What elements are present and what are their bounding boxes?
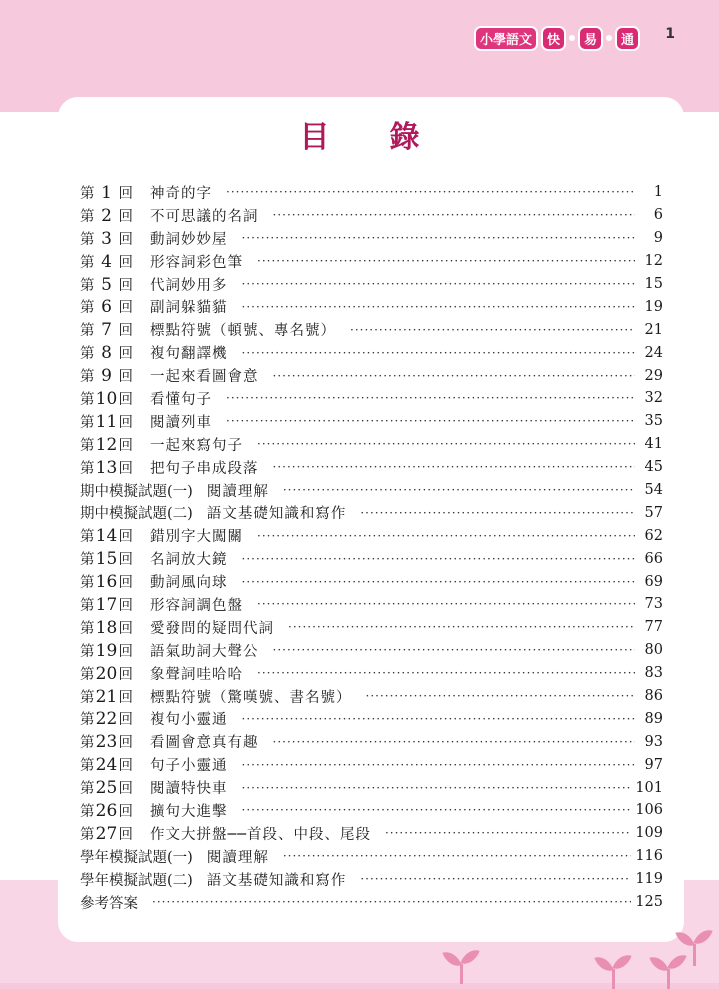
lesson-suffix: 回: [118, 529, 133, 546]
entry-page-number: 69: [644, 573, 663, 590]
lesson-number: [80, 457, 150, 478]
logo-dot: [606, 35, 612, 41]
lesson-suffix: 回: [118, 460, 133, 477]
dot-leader: [226, 414, 635, 428]
dot-leader: [257, 597, 635, 611]
entry-page-number: 21: [644, 321, 663, 338]
entry-title: 動詞風向球: [150, 575, 228, 592]
lesson-number: [80, 731, 150, 752]
lesson-suffix: 回: [118, 437, 133, 454]
entry-title: 看懂句子: [150, 391, 212, 408]
entry-page-number: 57: [644, 504, 663, 521]
entry-title: 句子小靈通: [150, 758, 228, 775]
lesson-suffix: 回: [118, 323, 133, 340]
toc-entry: [80, 204, 663, 227]
entry-page-number: 62: [644, 527, 663, 544]
lesson-suffix: 回: [118, 758, 133, 775]
entry-page-number: 29: [644, 367, 663, 384]
entry-page-number: 32: [644, 390, 663, 407]
entry-page-number: 119: [635, 871, 663, 888]
lesson-prefix: 第: [80, 323, 95, 340]
dot-leader: [152, 895, 631, 909]
entry-page-number: 93: [644, 733, 663, 750]
lesson-number: [80, 777, 150, 798]
toc-entry: [80, 730, 663, 753]
lesson-prefix: 第: [80, 437, 95, 454]
lesson-digit: 25: [95, 778, 118, 799]
dot-leader: [242, 803, 632, 817]
toc-entry: [80, 387, 663, 410]
lesson-suffix: 回: [118, 300, 133, 317]
entry-title: 名詞放大鏡: [150, 552, 228, 569]
entry-page-number: 19: [644, 298, 663, 315]
lesson-number: [80, 251, 150, 272]
toc-entry: [80, 799, 663, 822]
toc-entry: [80, 868, 663, 891]
lesson-prefix: 第: [80, 277, 95, 294]
section-name: 學年模擬試題(一): [80, 849, 193, 866]
lesson-number: [80, 548, 150, 569]
toc-entry: [80, 479, 663, 502]
lesson-prefix: 第: [80, 575, 95, 592]
logo-part-2: 快: [541, 26, 566, 51]
entry-title: 標點符號（頓號、專名號）: [150, 323, 336, 340]
toc-entry: [80, 891, 663, 914]
lesson-number: [80, 319, 150, 340]
dot-leader: [273, 735, 636, 749]
dot-leader: [242, 231, 636, 245]
entry-page-number: 73: [644, 596, 663, 613]
toc-entry: [80, 685, 663, 708]
lesson-digit: 4: [101, 251, 112, 272]
lesson-prefix: 第: [80, 300, 95, 317]
lesson-number: [80, 686, 150, 707]
dot-leader: [273, 208, 636, 222]
lesson-prefix: 第: [80, 689, 95, 706]
lesson-prefix: 第: [80, 529, 95, 546]
entry-title: 動詞妙妙屋: [150, 231, 228, 248]
toc-entry: [80, 273, 663, 296]
lesson-digit: 2: [101, 205, 112, 226]
entry-title: 神奇的字: [150, 185, 212, 202]
entry-page-number: 101: [635, 779, 663, 796]
lesson-number: [80, 869, 207, 890]
lesson-number: [80, 525, 150, 546]
dot-leader: [273, 643, 636, 657]
entry-page-number: 80: [644, 642, 663, 659]
entry-page-number: 77: [644, 619, 663, 636]
toc-entry: [80, 227, 663, 250]
entry-page-number: 66: [644, 550, 663, 567]
toc-entry: [80, 181, 663, 204]
lesson-number: [80, 823, 150, 844]
lesson-digit: 19: [95, 640, 118, 661]
toc-entry: [80, 524, 663, 547]
entry-page-number: 41: [644, 436, 663, 453]
toc-entry: [80, 776, 663, 799]
entry-title: 語文基礎知識和寫作: [206, 506, 347, 523]
lesson-suffix: 回: [118, 666, 133, 683]
dot-leader: [366, 689, 636, 703]
dot-leader: [257, 529, 635, 543]
entry-title: 愛發問的疑問代詞: [150, 620, 274, 637]
lesson-prefix: 第: [80, 758, 95, 775]
lesson-suffix: 回: [118, 712, 133, 729]
dot-leader: [242, 712, 636, 726]
lesson-number: [80, 182, 150, 203]
entry-title: 複句翻譯機: [150, 346, 228, 363]
toc-entry: [80, 547, 663, 570]
dot-leader: [273, 369, 636, 383]
entry-title: 把句子串成段落: [150, 460, 259, 477]
lesson-prefix: 第: [80, 185, 95, 202]
lesson-prefix: 第: [80, 369, 95, 386]
lesson-number: [80, 892, 152, 913]
lesson-number: [80, 846, 207, 867]
lesson-suffix: 回: [118, 620, 133, 637]
entry-title: 閱讀列車: [150, 414, 212, 431]
lesson-digit: 21: [95, 686, 118, 707]
toc-entry: [80, 616, 663, 639]
toc-entry: [80, 295, 663, 318]
lesson-number: [80, 754, 150, 775]
entry-title: 擴句大進擊: [150, 803, 228, 820]
lesson-digit: 7: [101, 320, 112, 341]
page-number: 1: [665, 26, 675, 42]
logo-part-4: 通: [615, 26, 640, 51]
lesson-digit: 12: [95, 434, 118, 455]
lesson-digit: 17: [95, 594, 118, 615]
lesson-number: [80, 502, 207, 523]
section-name: 期中模擬試題(二): [80, 506, 193, 523]
dot-leader: [226, 391, 635, 405]
dot-leader: [283, 483, 635, 497]
lesson-suffix: 回: [118, 414, 133, 431]
lesson-suffix: 回: [118, 826, 133, 843]
lesson-prefix: 第: [80, 735, 95, 752]
lesson-prefix: 第: [80, 552, 95, 569]
toc-entry: [80, 341, 663, 364]
entry-page-number: 54: [644, 482, 663, 499]
lesson-digit: 11: [95, 411, 118, 432]
lesson-prefix: 第: [80, 414, 95, 431]
lesson-digit: 6: [101, 297, 112, 318]
entry-page-number: 125: [635, 894, 663, 911]
lesson-digit: 24: [95, 755, 118, 776]
lesson-prefix: 第: [80, 666, 95, 683]
dot-leader: [242, 575, 636, 589]
dot-leader: [242, 300, 636, 314]
lesson-digit: 15: [95, 549, 118, 570]
series-logo: [474, 27, 665, 49]
entry-title: 複句小靈通: [150, 712, 228, 729]
lesson-prefix: 第: [80, 803, 95, 820]
section-name: 學年模擬試題(二): [80, 872, 193, 889]
toc-entry: [80, 250, 663, 273]
lesson-number: [80, 228, 150, 249]
toc-entry: [80, 318, 663, 341]
toc-entry: [80, 456, 663, 479]
entry-page-number: 9: [653, 230, 663, 247]
entry-page-number: 12: [644, 253, 663, 270]
lesson-digit: 8: [101, 343, 112, 364]
toc-entry: [80, 501, 663, 524]
entry-page-number: 89: [644, 710, 663, 727]
entry-title: 錯別字大闖關: [150, 529, 243, 546]
dot-leader: [360, 506, 635, 520]
lesson-number: [80, 571, 150, 592]
dot-leader: [242, 552, 636, 566]
lesson-suffix: 回: [118, 391, 133, 408]
dot-leader: [257, 666, 635, 680]
lesson-digit: 26: [95, 800, 118, 821]
entry-title: 看圖會意真有趣: [150, 735, 259, 752]
lesson-suffix: 回: [118, 643, 133, 660]
toc-entry: [80, 662, 663, 685]
lesson-prefix: 第: [80, 643, 95, 660]
lesson-suffix: 回: [118, 369, 133, 386]
lesson-number: [80, 365, 150, 386]
entry-title: 一起來寫句子: [150, 437, 243, 454]
entry-title: 象聲詞哇哈哈: [150, 666, 243, 683]
dot-leader: [242, 346, 636, 360]
lesson-number: [80, 708, 150, 729]
entry-title: 閱讀理解: [206, 483, 269, 500]
entry-title: 形容詞調色盤: [150, 597, 243, 614]
entry-page-number: 45: [644, 459, 663, 476]
dot-leader: [360, 872, 631, 886]
entry-page-number: 35: [644, 413, 663, 430]
entry-title: 語氣助詞大聲公: [150, 643, 259, 660]
lesson-number: [80, 617, 150, 638]
lesson-digit: 5: [101, 274, 112, 295]
entry-title: 代詞妙用多: [150, 277, 228, 294]
lesson-suffix: 回: [118, 277, 133, 294]
toc-entry: [80, 570, 663, 593]
lesson-digit: 1: [101, 182, 112, 203]
entry-page-number: 109: [635, 825, 663, 842]
entry-title: 語文基礎知識和寫作: [206, 872, 347, 889]
dot-leader: [242, 781, 632, 795]
lesson-digit: 13: [95, 457, 118, 478]
section-name: 參考答案: [80, 895, 138, 912]
entry-title: 副詞躲貓貓: [150, 300, 228, 317]
entry-title: 作文大拼盤──首段、中段、尾段: [150, 826, 371, 843]
dot-leader: [273, 460, 636, 474]
entry-title: 一起來看圖會意: [150, 369, 259, 386]
lesson-suffix: 回: [118, 575, 133, 592]
lesson-digit: 14: [95, 526, 118, 547]
toc-entry: [80, 364, 663, 387]
lesson-digit: 9: [101, 366, 112, 387]
lesson-digit: 27: [95, 823, 118, 844]
entry-page-number: 86: [644, 688, 663, 705]
lesson-prefix: 第: [80, 346, 95, 363]
entry-page-number: 15: [644, 276, 663, 292]
lesson-suffix: 回: [118, 689, 133, 706]
lesson-suffix: 回: [118, 231, 133, 248]
toc-entry: [80, 753, 663, 776]
entry-title: 不可思議的名詞: [150, 208, 259, 225]
table-of-contents: [80, 181, 663, 914]
entry-page-number: 97: [644, 756, 663, 773]
entry-page-number: 116: [635, 848, 663, 865]
lesson-number: [80, 274, 150, 295]
toc-entry: [80, 639, 663, 662]
page-title: 目錄: [299, 120, 480, 155]
lesson-prefix: 第: [80, 620, 95, 637]
lesson-digit: 16: [95, 572, 118, 593]
lesson-suffix: 回: [118, 208, 133, 225]
lesson-suffix: 回: [118, 346, 133, 363]
entry-page-number: 24: [644, 344, 663, 361]
toc-entry: [80, 410, 663, 433]
lesson-suffix: 回: [118, 803, 133, 820]
lesson-number: [80, 594, 150, 615]
lesson-number: [80, 411, 150, 432]
lesson-suffix: 回: [118, 552, 133, 569]
lesson-number: [80, 800, 150, 821]
lesson-number: [80, 663, 150, 684]
lesson-number: [80, 388, 150, 409]
lesson-digit: 22: [95, 709, 118, 730]
section-name: 期中模擬試題(一): [80, 483, 193, 500]
dot-leader: [257, 254, 635, 268]
entry-title: 閱讀特快車: [150, 781, 228, 798]
entry-page-number: 106: [635, 802, 663, 819]
dot-leader: [288, 620, 635, 634]
dot-leader: [242, 758, 636, 772]
toc-entry: [80, 845, 663, 868]
lesson-suffix: 回: [118, 781, 133, 798]
toc-entry: [80, 593, 663, 616]
lesson-suffix: 回: [118, 597, 133, 614]
logo-part-1: 小學語文: [474, 26, 538, 51]
dot-leader: [385, 826, 631, 840]
toc-entry: [80, 822, 663, 845]
lesson-prefix: 第: [80, 391, 95, 408]
lesson-number: [80, 205, 150, 226]
lesson-digit: 18: [95, 617, 118, 638]
entry-page-number: 1: [653, 184, 663, 201]
lesson-suffix: 回: [118, 254, 133, 271]
lesson-digit: 20: [95, 663, 118, 684]
lesson-prefix: 第: [80, 231, 95, 248]
lesson-suffix: 回: [118, 185, 133, 202]
dot-leader: [283, 849, 631, 863]
lesson-prefix: 第: [80, 712, 95, 729]
entry-title: 形容詞彩色筆: [150, 254, 243, 271]
dot-leader: [226, 185, 635, 199]
logo-dot: [569, 35, 575, 41]
logo-part-3: 易: [578, 26, 603, 51]
lesson-prefix: 第: [80, 597, 95, 614]
dot-leader: [350, 323, 635, 337]
lesson-prefix: 第: [80, 781, 95, 798]
entry-page-number: 6: [653, 207, 663, 224]
entry-title: 標點符號（驚嘆號、書名號）: [150, 689, 352, 706]
lesson-suffix: 回: [118, 735, 133, 752]
entry-title: 閱讀理解: [206, 849, 269, 866]
lesson-prefix: 第: [80, 826, 95, 843]
toc-entry: [80, 707, 663, 730]
lesson-prefix: 第: [80, 208, 95, 225]
dot-leader: [257, 437, 635, 451]
lesson-number: [80, 480, 207, 501]
lesson-digit: 3: [101, 228, 112, 249]
lesson-digit: 10: [95, 388, 118, 409]
lesson-prefix: 第: [80, 460, 95, 477]
lesson-prefix: 第: [80, 254, 95, 271]
entry-page-number: 83: [644, 665, 663, 682]
lesson-digit: 23: [95, 732, 118, 753]
dot-leader: [242, 277, 636, 291]
toc-entry: [80, 433, 663, 456]
lesson-number: [80, 640, 150, 661]
lesson-number: [80, 342, 150, 363]
lesson-number: [80, 296, 150, 317]
lesson-number: [80, 434, 150, 455]
